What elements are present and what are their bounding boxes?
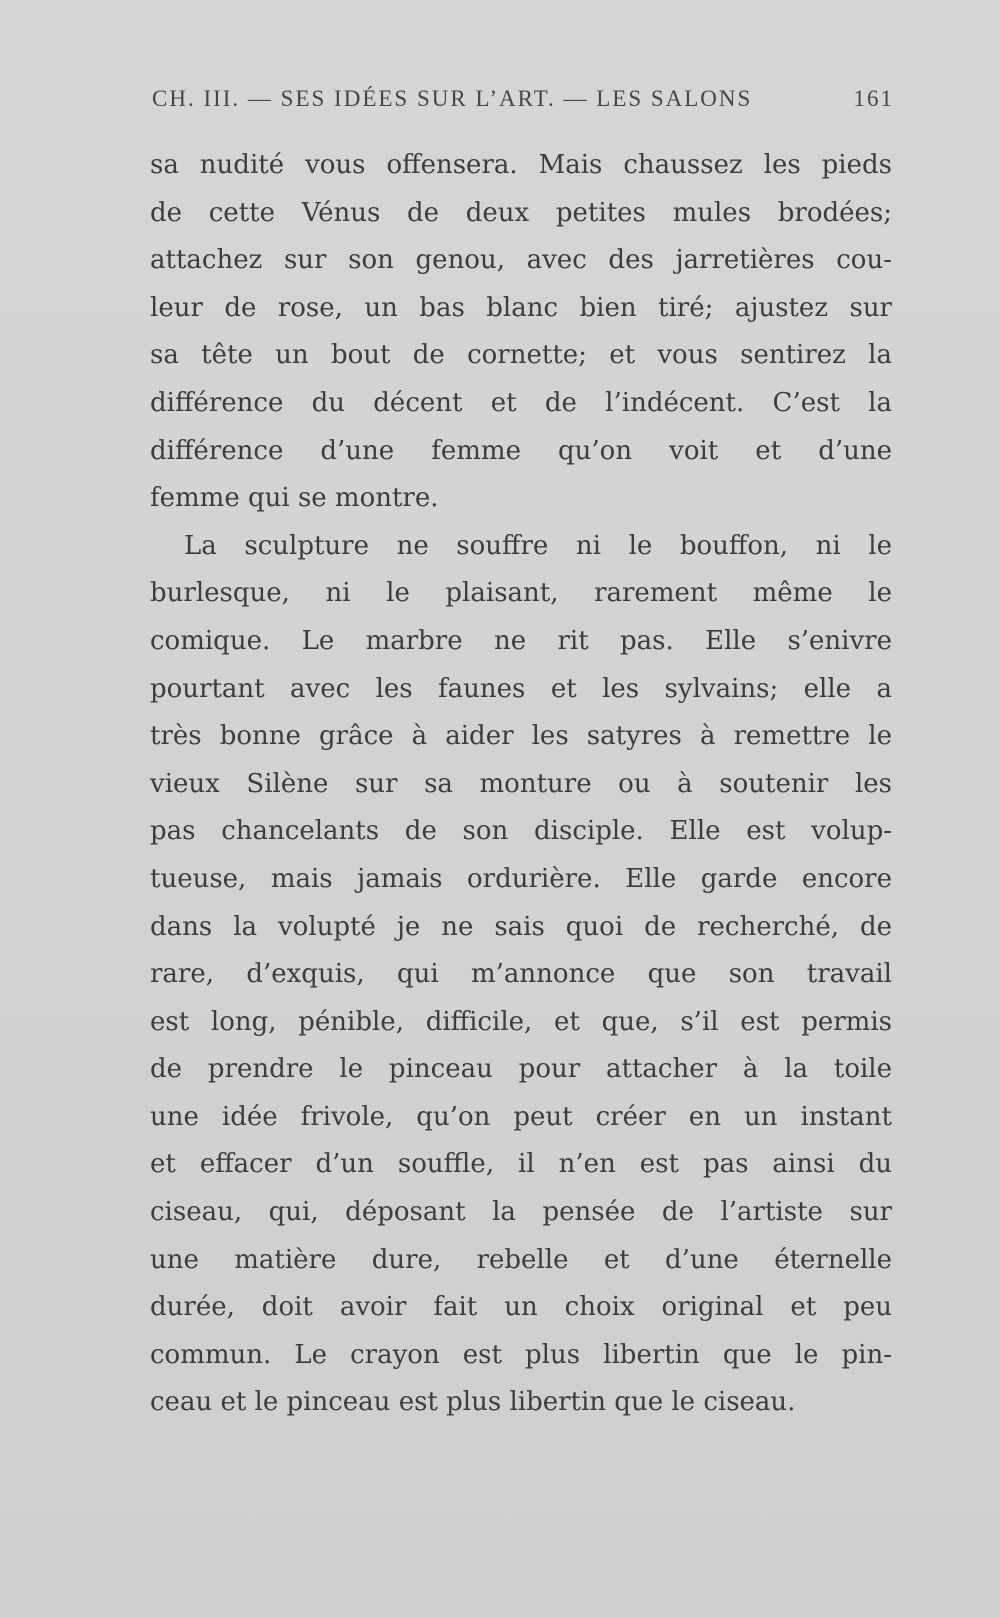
text-line: comique. Le marbre ne rit pas. Elle s’enivre bbox=[150, 625, 892, 656]
text-line: pas chancelants de son disciple. Elle est volup- bbox=[150, 816, 892, 847]
text-line: est long, pénible, difficile, et que, s’il est permis bbox=[150, 1006, 892, 1037]
text-line: dans la volupté je ne sais quoi de recherché, de bbox=[150, 911, 892, 942]
text-line: de prendre le pinceau pour attacher à la toile bbox=[150, 1054, 892, 1085]
paragraph-1 bbox=[150, 142, 892, 523]
running-header bbox=[152, 86, 894, 126]
text-line: très bonne grâce à aider les satyres à remettre le bbox=[150, 721, 892, 752]
text-line: différence d’une femme qu’on voit et d’une bbox=[150, 435, 892, 466]
page-number: 161 bbox=[853, 86, 894, 111]
text-line: ciseau, qui, déposant la pensée de l’artiste sur bbox=[150, 1197, 892, 1228]
text-line: leur de rose, un bas blanc bien tiré; ajustez sur bbox=[150, 292, 892, 323]
text-line: de cette Vénus de deux petites mules brodées; bbox=[150, 197, 892, 228]
running-title: CH. III. — SES IDÉES SUR L’ART. — LES SALONS bbox=[152, 86, 753, 111]
text-line: sa tête un bout de cornette; et vous sentirez la bbox=[150, 340, 892, 371]
text-line: une idée frivole, qu’on peut créer en un instant bbox=[150, 1101, 892, 1132]
text-line: ceau et le pinceau est plus libertin que le ciseau. bbox=[150, 1387, 796, 1418]
text-line: tueuse, mais jamais ordurière. Elle garde encore bbox=[150, 863, 892, 894]
text-line: une matière dure, rebelle et d’une éternelle bbox=[150, 1244, 892, 1275]
body-text bbox=[150, 142, 892, 1427]
text-line: La sculpture ne souffre ni le bouffon, ni le bbox=[184, 530, 892, 561]
text-line: vieux Silène sur sa monture ou à soutenir les bbox=[150, 768, 892, 799]
text-line: sa nudité vous offensera. Mais chaussez les pieds bbox=[150, 150, 892, 180]
text-line: rare, d’exquis, qui m’annonce que son travail bbox=[150, 959, 892, 990]
paragraph-2 bbox=[150, 523, 892, 1427]
text-line: burlesque, ni le plaisant, rarement même le bbox=[150, 578, 892, 609]
text-line: attachez sur son genou, avec des jarretières cou- bbox=[150, 245, 892, 276]
text-line: commun. Le crayon est plus libertin que le pin- bbox=[150, 1339, 892, 1370]
text-line: différence du décent et de l’indécent. C’est la bbox=[150, 387, 892, 418]
text-line: femme qui se montre. bbox=[150, 483, 439, 514]
text-line: durée, doit avoir fait un choix original et peu bbox=[150, 1292, 892, 1323]
text-line: pourtant avec les faunes et les sylvains; elle a bbox=[150, 673, 892, 704]
text-line: et effacer d’un souffle, il n’en est pas ainsi du bbox=[150, 1149, 892, 1180]
